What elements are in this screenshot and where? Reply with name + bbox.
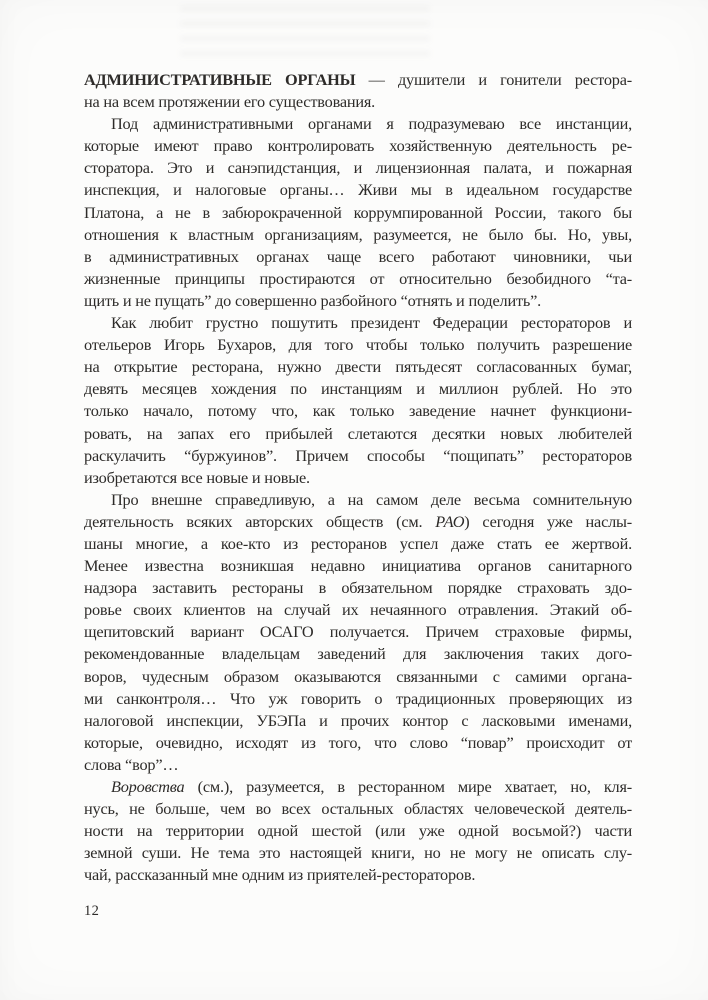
text-line xyxy=(84,312,632,334)
text-run: сторатора. Это и санэпидстанция, и лицензионная палата, и пожарная xyxy=(84,158,632,178)
text-run: в административных органах чаще всего работают чиновники, чьи xyxy=(84,246,632,266)
text-line xyxy=(84,577,632,599)
text-line xyxy=(84,798,632,820)
text-line xyxy=(84,423,632,445)
text-run: — душители и гонители рестора- xyxy=(355,70,632,89)
text-run: ровье своих клиентов на случай их нечаянного отравления. Этакий об- xyxy=(84,600,632,620)
text-run: надзора заставить рестораны в обязательном порядке страховать здо- xyxy=(84,578,632,598)
text-run: щить и не пущать” до совершенно разбойного “отнять и поделить”. xyxy=(84,290,542,310)
text-line xyxy=(84,246,632,268)
text-line xyxy=(84,179,632,201)
text-run: нусь, не больше, чем во всех остальных областях человеческой деятель- xyxy=(84,799,632,819)
text-run: ) сегодня уже наслы- xyxy=(464,511,632,531)
text-run: отношения к властным организациям, разумеется, не было бы. Но, увы, xyxy=(84,224,632,244)
text-block xyxy=(84,69,632,886)
text-run: Под административными органами я подразумеваю все инстанции, xyxy=(111,114,632,134)
text-line xyxy=(84,688,632,710)
text-run: (см.), разумеется, в ресторанном мире хватает, но, кля- xyxy=(184,777,632,796)
text-run: Про внешне справедливую, а на самом деле весьма сомнительную xyxy=(111,489,632,509)
text-run: земной суши. Не тема это настоящей книги, но не могу не описать слу- xyxy=(84,843,632,863)
text-run: Менее известна возникшая недавно инициатива органов санитарного xyxy=(84,556,632,576)
text-run: ми санконтроля… Что уж говорить о традиционных проверяющих из xyxy=(84,688,632,708)
text-line xyxy=(84,732,632,754)
text-line xyxy=(84,378,632,400)
italic-text-run: Воровства xyxy=(111,777,185,796)
text-line xyxy=(84,69,632,91)
text-run: жизненные принципы простираются от относительно безобидного “та- xyxy=(84,268,632,288)
text-line xyxy=(84,290,632,312)
text-line xyxy=(84,533,632,555)
text-line xyxy=(84,599,632,621)
entry-term: АДМИНИСТРАТИВНЫЕ ОРГАНЫ xyxy=(84,70,356,89)
text-run: которые, очевидно, исходят из того, что слово “повар” происходит от xyxy=(84,732,632,752)
text-run: ности на территории одной шестой (или уже одной восьмой?) части xyxy=(84,821,632,841)
text-line xyxy=(84,842,632,864)
text-run: Как любит грустно пошутить президент Федерации рестораторов и xyxy=(111,313,632,333)
text-line xyxy=(84,555,632,577)
text-run: слова “вор”… xyxy=(84,754,179,774)
text-run: на на всем протяжении его существования. xyxy=(84,92,376,112)
text-run: деятельность всяких авторских обществ (см. xyxy=(84,511,436,531)
text-line xyxy=(84,400,632,422)
page-number: 12 xyxy=(84,903,100,919)
page-bleed-through-artifact xyxy=(180,6,430,56)
text-run: девять месяцев хождения по инстанциям и миллион рублей. Но это xyxy=(84,379,632,399)
text-line xyxy=(84,268,632,290)
text-run: на открытие ресторана, нужно двести пятьдесят согласованных бумаг, xyxy=(84,357,632,377)
text-run: раскулачить “буржуинов”. Причем способы “пощипать” рестораторов xyxy=(84,445,632,465)
text-line xyxy=(84,113,632,135)
text-line xyxy=(84,334,632,356)
text-run: отельеров Игорь Бухаров, для того чтобы только получить разрешение xyxy=(84,335,632,355)
text-line xyxy=(84,754,632,776)
text-line xyxy=(84,135,632,157)
text-line xyxy=(84,820,632,842)
text-line xyxy=(84,91,632,113)
text-run: только начало, потому что, как только заведение начнет функциони- xyxy=(84,401,632,421)
text-line xyxy=(84,157,632,179)
text-line xyxy=(84,864,632,886)
text-run: изобретаются все новые и новые. xyxy=(84,467,310,487)
text-line xyxy=(84,710,632,732)
text-run: рекомендованные владельцам заведений для заключения таких дого- xyxy=(84,644,632,664)
text-run: чай, рассказанный мне одним из приятелей-рестораторов. xyxy=(84,865,476,885)
text-line xyxy=(84,776,632,798)
text-line xyxy=(84,356,632,378)
text-run: инспекция, и налоговые органы… Живи мы в идеальном государстве xyxy=(84,180,632,200)
text-run: шаны многие, а кое-кто из ресторанов успел даже стать ее жертвой. xyxy=(84,533,632,553)
text-line xyxy=(84,621,632,643)
text-line xyxy=(84,445,632,467)
text-line xyxy=(84,467,632,489)
text-run: ровать, на запах его прибылей слетаются десятки новых любителей xyxy=(84,423,632,443)
text-run: налоговой инспекции, УБЭПа и прочих контор с ласковыми именами, xyxy=(84,710,632,730)
text-line xyxy=(84,489,632,511)
text-line xyxy=(84,511,632,533)
text-line xyxy=(84,202,632,224)
text-run: которые имеют право контролировать хозяйственную деятельность ре- xyxy=(84,136,632,156)
text-line xyxy=(84,643,632,665)
text-run: щепитовский вариант ОСАГО получается. Причем страховые фирмы, xyxy=(84,622,632,642)
text-run: воров, чудесным образом оказываются связанными с самими органа- xyxy=(84,666,632,686)
italic-text-run: РАО xyxy=(435,511,465,531)
text-run: Платона, а не в забюрокраченной коррумпированной России, такого бы xyxy=(84,202,632,222)
text-line xyxy=(84,224,632,246)
text-line xyxy=(84,666,632,688)
